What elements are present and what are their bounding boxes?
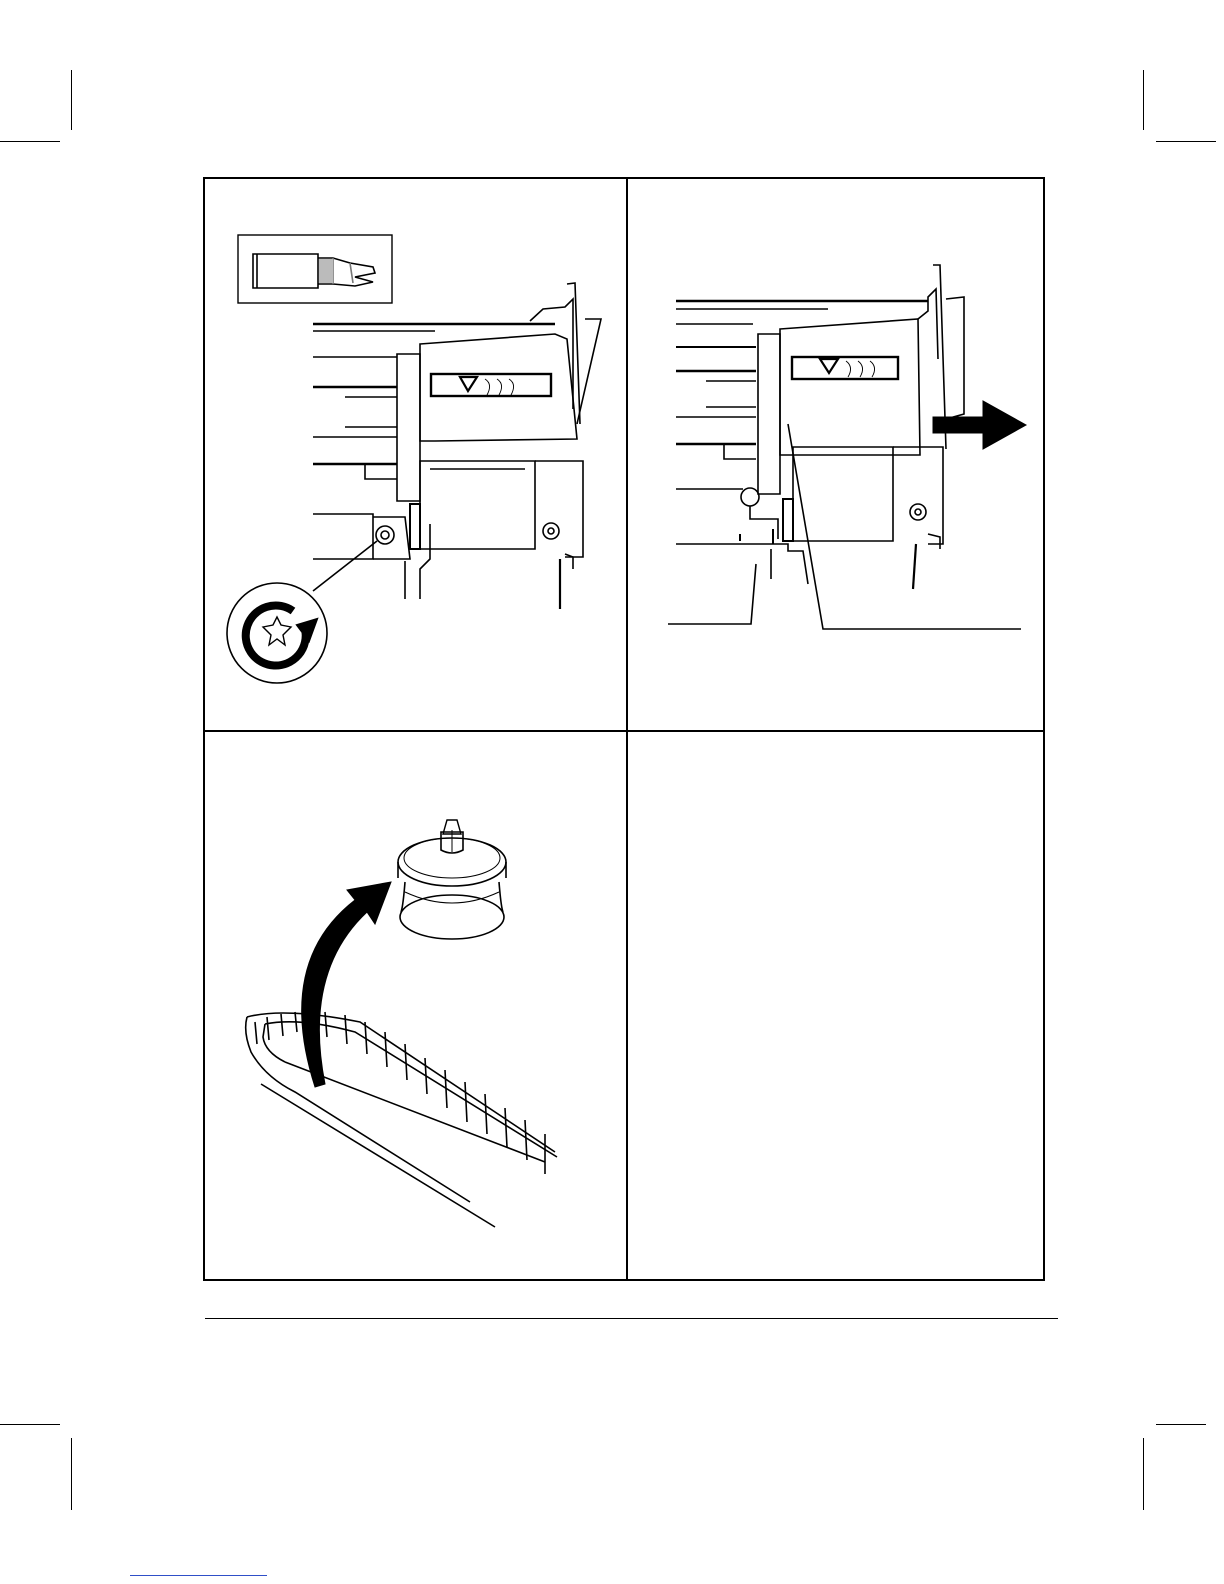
crop-mark-top-left-h — [0, 141, 60, 142]
crop-mark-bottom-right-v — [1143, 1438, 1144, 1510]
panel-blank — [628, 732, 1045, 1279]
belt-icon — [246, 1012, 557, 1227]
crop-mark-bottom-left-h — [0, 1424, 60, 1425]
crop-mark-bottom-left-v — [71, 1438, 72, 1510]
figure-grid — [203, 177, 1045, 1281]
curved-arrow-icon — [302, 882, 391, 1087]
rotate-screw-icon — [227, 583, 327, 683]
footer-rule — [205, 1318, 1058, 1319]
crop-mark-top-right-h — [1156, 141, 1216, 142]
torx-bit-icon — [238, 235, 392, 303]
panel-tool-and-screw — [205, 179, 626, 730]
slide-right-arrow-icon — [933, 401, 1026, 449]
pulley-icon — [398, 820, 506, 939]
crop-mark-bottom-right-h — [1156, 1424, 1206, 1425]
panel-slide-assembly — [628, 179, 1045, 730]
panel-belt-on-pulley — [205, 732, 626, 1279]
bottom-link-underline[interactable] — [130, 1575, 267, 1576]
crop-mark-top-right-v — [1143, 70, 1144, 130]
crop-mark-top-left-v — [71, 70, 72, 130]
